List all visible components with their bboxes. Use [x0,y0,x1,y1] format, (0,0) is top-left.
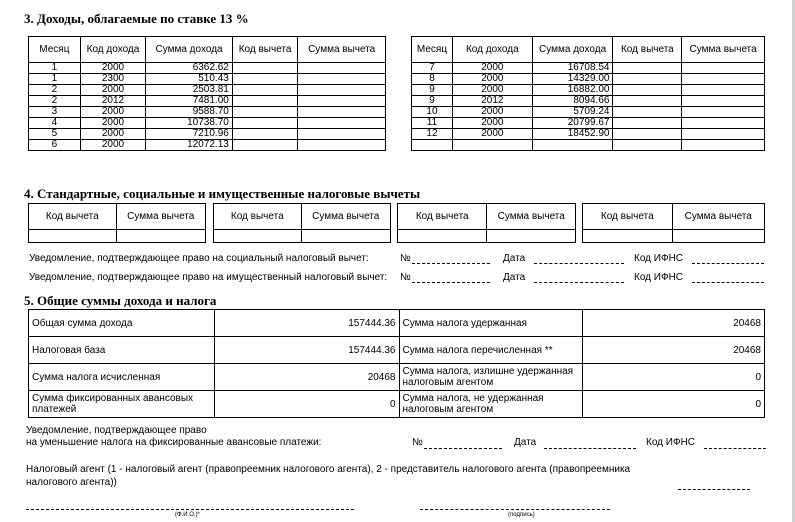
notice-property-date-field[interactable] [534,282,624,283]
fixed-advance-value: 0 [214,391,399,418]
ifns-label: Код ИФНС [634,272,684,283]
cell-code: 2000 [452,63,532,74]
cell-sum: 16708.54 [532,63,613,74]
totals-table [28,309,765,418]
date-label: Дата [503,253,526,264]
cell-sum: 5709.24 [532,107,613,118]
table-row [29,118,386,129]
tax-calculated-label: Сумма налога исчисленная [29,364,215,391]
cell-code: 2012 [452,96,532,107]
header-income-code: Код дохода [80,37,145,63]
tax-excess-label: Сумма налога, излишне удержанная налоговым агентом [399,364,583,391]
table-row [29,129,386,140]
cell-sum: 2503.81 [146,85,233,96]
deduction-table-3 [397,203,576,243]
header-deduction-sum: Сумма вычета [682,37,765,63]
table-row [412,85,765,96]
cell-code: 2000 [452,85,532,96]
cell-sum: 20799.67 [532,118,613,129]
advance-notice-line1: Уведомление, подтверждающее право [26,425,207,436]
cell-code: 2012 [80,96,145,107]
cell-month: 8 [412,74,453,85]
tax-transferred-value: 20468 [583,337,765,364]
cell-sum: 7210.96 [146,129,233,140]
tax-excess-value: 0 [583,364,765,391]
cell-sum: 12072.13 [146,140,233,151]
cell-sum: 16882.00 [532,85,613,96]
tax-base-label: Налоговая база [29,337,215,364]
date-label: Дата [514,437,537,448]
advance-notice-ifns-field[interactable] [704,448,766,449]
header-month: Месяц [412,37,453,63]
table-row [29,140,386,151]
total-income-value: 157444.36 [214,310,399,337]
header-deduction-code: Код вычета [29,204,117,230]
cell-sum: 510.43 [146,74,233,85]
section3-title: 3. Доходы, облагаемые по ставке 13 % [24,11,249,26]
cell-code: 2000 [452,74,532,85]
cell-month: 6 [29,140,81,151]
tax-withheld-label: Сумма налога удержанная [399,310,583,337]
header-deduction-code: Код вычета [232,37,297,63]
cell-month: 11 [412,118,453,129]
section4-title: 4. Стандартные, социальные и имущественные налоговые вычеты [24,186,421,201]
cell-sum: 7481.00 [146,96,233,107]
notice-social-ifns-field[interactable] [692,263,764,264]
cell-month: 3 [29,107,81,118]
header-deduction-sum: Сумма вычета [301,204,391,230]
no-label: № [412,437,423,448]
cell-code: 2000 [80,129,145,140]
header-income-sum: Сумма дохода [146,37,233,63]
table-row [412,107,765,118]
header-deduction-sum: Сумма вычета [672,204,765,230]
cell-code: 2000 [80,63,145,74]
header-deduction-sum: Сумма вычета [116,204,206,230]
agent-signature-field[interactable] [420,509,610,510]
tax-not-withheld-label: Сумма налога, не удержанная налоговым агентом [399,391,583,418]
deduction-table-1 [28,203,206,243]
header-deduction-code: Код вычета [613,37,682,63]
tax-base-value: 157444.36 [214,337,399,364]
table-row [412,63,765,74]
table-row [412,96,765,107]
agent-text-line1: Налоговый агент (1 - налоговый агент (правопреемник налогового агента), 2 - представитель налогового агента (правопреемника [26,464,631,475]
notice-social-label: Уведомление, подтверждающее право на социальный налоговый вычет: [29,253,369,264]
tax-calculated-value: 20468 [214,364,399,391]
notice-property-ifns-field[interactable] [692,282,764,283]
notice-property-number-field[interactable] [412,282,490,283]
table-row [412,140,765,151]
cell-month: 4 [29,118,81,129]
agent-text-line2: налогового агента)) [26,477,117,488]
table-row [412,129,765,140]
cell-sum: 8094.66 [532,96,613,107]
income-table-right [411,36,765,151]
cell-month: 5 [29,129,81,140]
header-deduction-sum: Сумма вычета [298,37,386,63]
advance-notice-number-field[interactable] [424,448,502,449]
cell-month: 2 [29,85,81,96]
date-label: Дата [503,272,526,283]
cell-code: 2300 [80,74,145,85]
table-row [29,85,386,96]
cell-month: 1 [29,74,81,85]
section5-title: 5. Общие суммы дохода и налога [24,293,217,308]
table-row [29,107,386,118]
notice-property-label: Уведомление, подтверждающее право на имущественный налоговый вычет: [29,272,388,283]
cell-month: 10 [412,107,453,118]
cell-code: 2000 [80,118,145,129]
table-row [29,74,386,85]
header-deduction-code: Код вычета [583,204,673,230]
cell-code: 2000 [452,129,532,140]
tax-not-withheld-value: 0 [583,391,765,418]
deduction-table-2 [213,203,391,243]
tax-transferred-label: Сумма налога перечисленная ** [399,337,583,364]
cell-sum: 9588.70 [146,107,233,118]
cell-month: 1 [29,63,81,74]
table-row [412,74,765,85]
header-deduction-code: Код вычета [398,204,487,230]
table-row [412,118,765,129]
advance-notice-date-field[interactable] [544,448,636,449]
total-income-label: Общая сумма дохода [29,310,215,337]
cell-sum: 14329.00 [532,74,613,85]
cell-sum: 10738.70 [146,118,233,129]
advance-notice-line2: на уменьшение налога на фиксированные авансовые платежи: [26,437,322,448]
fio-caption: (Ф.И.О.)* [175,512,200,518]
header-month: Месяц [29,37,81,63]
cell-month: 12 [412,129,453,140]
no-label: № [400,272,411,283]
ifns-label: Код ИФНС [634,253,684,264]
cell-code: 2000 [452,118,532,129]
cell-sum: 18452.90 [532,129,613,140]
header-deduction-sum: Сумма вычета [487,204,576,230]
header-deduction-code: Код вычета [214,204,302,230]
cell-code: 2000 [452,107,532,118]
agent-type-field[interactable] [678,489,750,490]
no-label: № [400,253,411,264]
notice-social-number-field[interactable] [412,263,490,264]
income-table-left [28,36,386,151]
table-row [29,63,386,74]
agent-fio-field[interactable] [26,509,354,510]
notice-social-date-field[interactable] [534,263,624,264]
cell-month: 7 [412,63,453,74]
ifns-label: Код ИФНС [646,437,696,448]
cell-code: 2000 [80,85,145,96]
fixed-advance-label: Сумма фиксированных авансовых платежей [29,391,215,418]
signature-caption: (подпись) [508,512,535,518]
tax-withheld-value: 20468 [583,310,765,337]
cell-code: 2000 [80,140,145,151]
table-row [29,96,386,107]
header-income-code: Код дохода [452,37,532,63]
deduction-table-4 [582,203,765,243]
header-income-sum: Сумма дохода [532,37,613,63]
cell-month: 9 [412,85,453,96]
cell-code: 2000 [80,107,145,118]
cell-month: 9 [412,96,453,107]
cell-sum: 6362.62 [146,63,233,74]
cell-month: 2 [29,96,81,107]
